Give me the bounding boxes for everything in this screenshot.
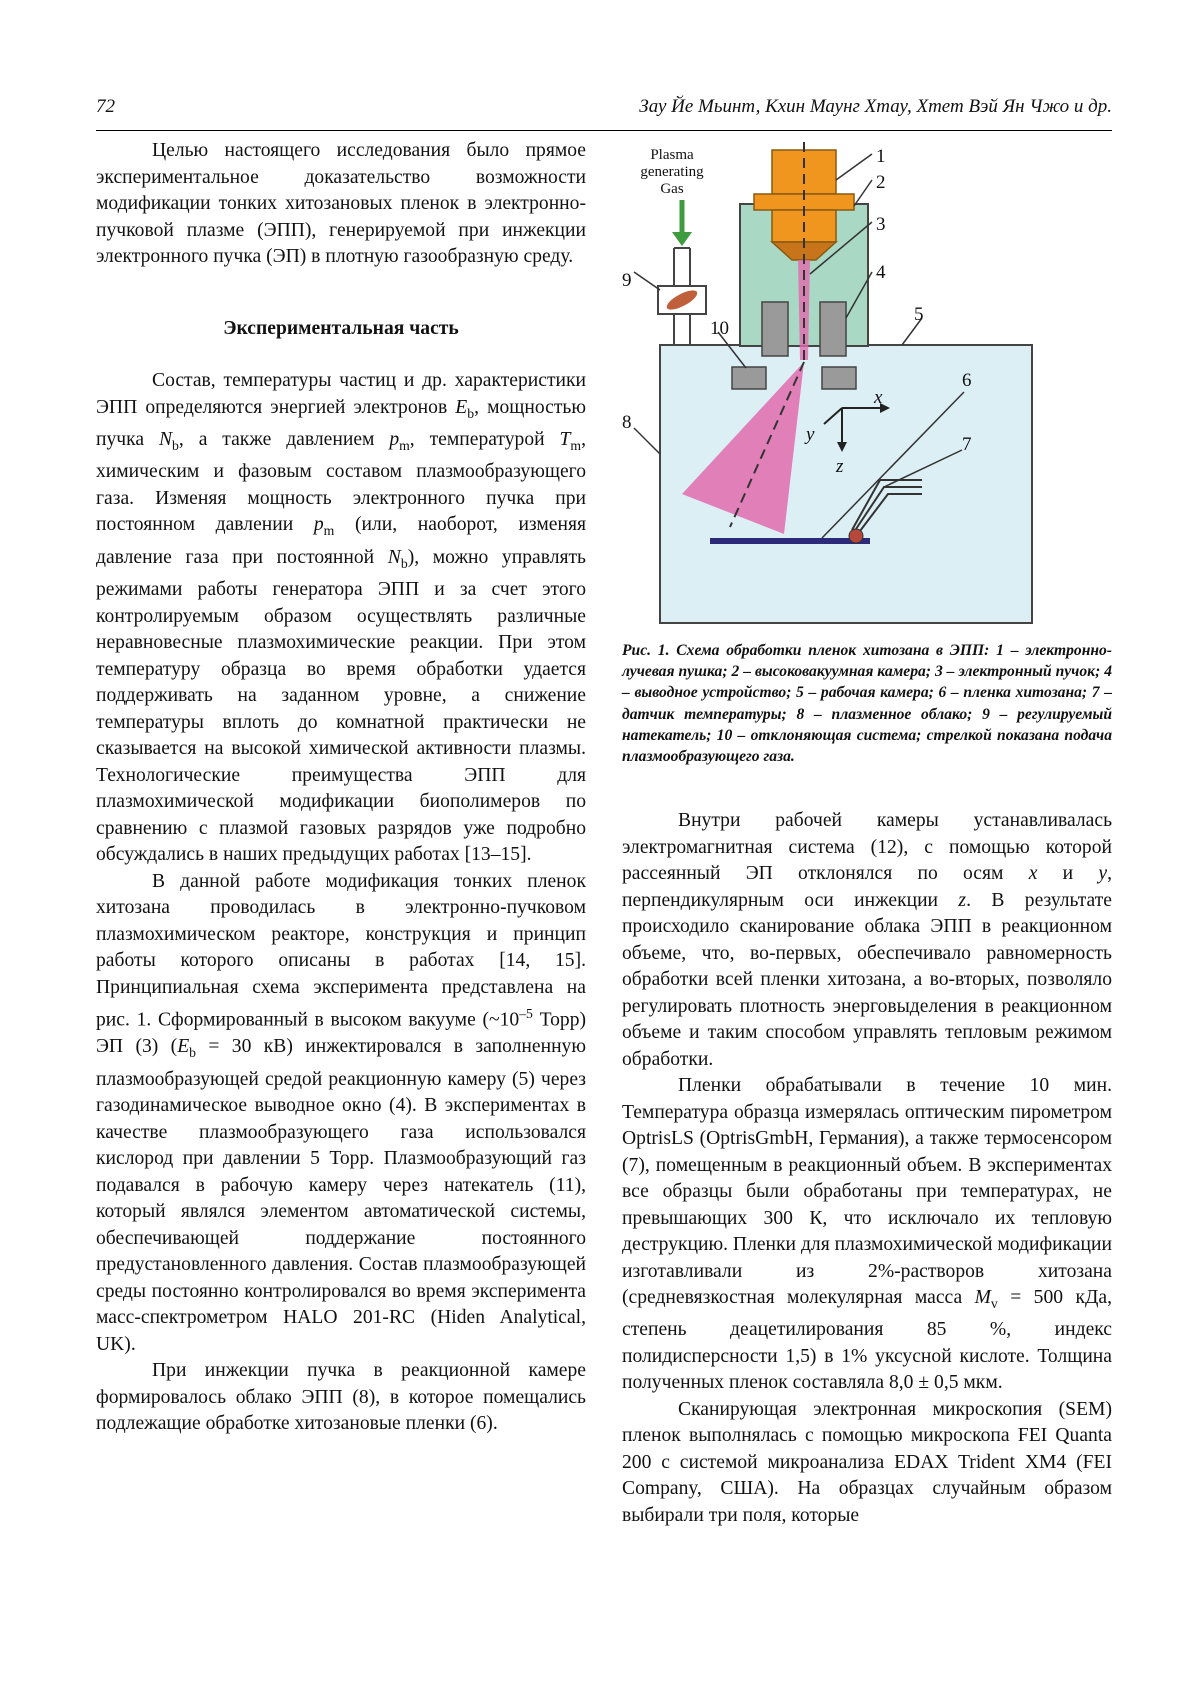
- outlet-block-left: [762, 302, 788, 356]
- text-run: Состав, температуры частиц и др. характеристики ЭПП определяются энергией электронов: [96, 370, 586, 418]
- symbol-y: y: [1098, 863, 1108, 884]
- paragraph-films: [622, 1073, 1112, 1397]
- text-run: , температурой: [409, 428, 560, 450]
- superscript: –5: [519, 1006, 533, 1022]
- paragraph-deflection: [622, 808, 1112, 1073]
- figure-1: [622, 142, 1112, 632]
- text-run: . В результате происходило сканирование облака ЭПП в реакционном объеме, что, во-первых, обеспечивало равномерность обработки всей пленки хитозана, а во-вторых, позволяло регулировать плотность энерговыделения в реакционном объеме и таким способом управлять тепловым режимом обработки.: [622, 889, 1112, 1070]
- subscript: v: [990, 1295, 998, 1311]
- intro-paragraph: Целью настоящего исследования было прямое экспериментальное доказательство возможности модификации тонких хитозановых пленок в электронно-пучковой плазме (ЭПП), генерируемой при инжекции электронного пучка (ЭП) в плотную газообразную среду.: [96, 140, 586, 267]
- text-run: ), можно управлять режимами работы генератора ЭПП и за счет этого контролируемым образом осуществлять различные неравновесные плазмохимические реакции. При этом температуру образца во время обработки удается поддерживать на заданном уровне, а снижение температуры вплоть до комнатной практически не сказывается на высокой химической активности плазмы. Технологические преимущества ЭПП для плазмохимической модификации биополимеров по сравнению с плазмой газовых разрядов уже подробно обсуждались в наших предыдущих работах [13–15].: [96, 546, 586, 866]
- label-1: 1: [876, 146, 886, 167]
- symbol-x: x: [1028, 863, 1038, 884]
- label-6: 6: [962, 370, 972, 391]
- gas-label-line-2: generating: [640, 164, 704, 180]
- subscript: m: [570, 437, 582, 453]
- leader-8: [634, 428, 660, 454]
- running-authors: Зау Йе Мьинт, Кхин Маунг Хтау, Хтет Вэй Ян Чжо и др.: [639, 96, 1112, 117]
- text-run: Торр) ЭП (3) (: [96, 1009, 587, 1058]
- left-column: [96, 138, 586, 1438]
- figure-caption: Рис. 1. Схема обработки пленок хитозана в ЭПП: 1 – электронно-лучевая пушка; 2 – высоковакуумная камера; 3 – электронный пучок; 4 – выводное устройство; 5 – рабочая камера; 6 – пленка хитозана; 7 – датчик температуры; 8 – плазменное облако; 9 – регулируемый натекатель; 10 – отклоняющая система; стрелкой показана подача плазмообразующего газа.: [622, 642, 1112, 766]
- subscript: m: [399, 437, 410, 453]
- paragraph-characteristics: [96, 368, 586, 869]
- symbol-p: p: [313, 514, 324, 536]
- symbol-t: T: [559, 428, 571, 450]
- leader-2: [854, 180, 872, 206]
- symbol-e: E: [455, 396, 468, 418]
- symbol-n: N: [158, 428, 173, 450]
- reactor-schematic: [622, 142, 1112, 632]
- text-run: и: [1037, 863, 1099, 884]
- symbol-z: z: [958, 889, 967, 911]
- label-10: 10: [710, 318, 729, 339]
- symbol-e: E: [177, 1036, 190, 1058]
- label-9: 9: [622, 270, 632, 291]
- text-run: = 500 кДа, степень деацетилирования 85 %, индекс полидисперсности 1,5) в 1% уксусной кислоте. Толщина полученных пленок составляла 8,0 ± 0,5 мкм.: [622, 1287, 1112, 1394]
- electron-gun-body: [772, 150, 836, 194]
- chitosan-film: [710, 538, 870, 544]
- label-8: 8: [622, 412, 632, 433]
- leader-9: [634, 272, 660, 290]
- paragraph-sem: Сканирующая электронная микроскопия (SEM) пленок выполнялась с помощью микроскопа FEI Quanta 200 с системой микроанализа EDAX Trident XM4 (FEI Company, США). На образцах случайным образом выбирали три поля, которые: [622, 1398, 1112, 1526]
- text-run: , перпендикулярным оси инжекции: [622, 863, 1112, 911]
- text-run: Пленки обрабатывали в течение 10 мин. Температура образца измерялась оптическим пирометром OptrisLS (OptrisGmbH, Германия), а также термосенсором (7), помещенным в реакционный объем. В экспериментах все образцы были обработаны при температурах, не превышающих 300 К, что исключало их тепловую деструкцию. Пленки для плазмохимической модификации изготавливали из 2%-растворов хитозана (средневязкостная молекулярная масса: [622, 1075, 1112, 1308]
- deflection-left: [732, 367, 766, 389]
- text-run: = 30 кВ) инжектировался в заполненную плазмообразующей средой реакционную камеру (5) через газодинамическое выводное окно (4). В экспериментах в качестве плазмообразующего газа использовался кислород при давлении 5 Торр. Плазмообразующий газ подавался в рабочую камеру через натекатель (11), который являлся элементом автоматической системы, обеспечивающей поддержание постоянного предустановленного давления. Состав плазмообразующей среды постоянно контролировался во время эксперимента масс-спектрометром HALO 201-RC (Hiden Analytical, UK).: [96, 1036, 586, 1355]
- label-2: 2: [876, 172, 886, 193]
- axis-z-label: z: [836, 456, 844, 477]
- label-4: 4: [876, 262, 886, 283]
- subscript: b: [172, 437, 179, 453]
- paragraph-injection: При инжекции пучка в реакционной камере формировалось облако ЭПП (8), в которое помещались подлежащие обработке хитозановые пленки (6).: [96, 1360, 586, 1435]
- axis-y-label: y: [806, 424, 815, 445]
- text-run: , а также давлением: [178, 428, 390, 450]
- gas-label-line-3: Gas: [660, 181, 684, 197]
- leader-1: [836, 154, 872, 180]
- page-number: 72: [96, 96, 115, 117]
- subscript: b: [400, 555, 408, 571]
- gas-label-line-1: Plasma: [650, 147, 694, 163]
- outlet-block-right: [820, 302, 846, 356]
- right-column: [622, 808, 1112, 1529]
- text-run: , химическим и фазовым составом плазмообразующего газа. Изменяя мощность электронного пучка при постоянном давлении: [96, 428, 586, 536]
- text-run: Внутри рабочей камеры устанавливалась электромагнитная система (12), с помощью которой рассеянный ЭП отклонялся по осям: [622, 810, 1112, 884]
- subscript: b: [189, 1045, 197, 1061]
- deflection-right: [822, 367, 856, 389]
- text-run: (или, наоборот, изменяя давление газа при постоянной: [96, 514, 587, 568]
- subscript: b: [467, 405, 475, 421]
- axis-x-label: x: [874, 387, 883, 408]
- text-run: В данной работе модификация тонких пленок хитозана проводилась в электронно-пучковом плазмохимическом реакторе, конструкция и принцип работы которого описаны в работах [14, 15]. Принципиальная схема эксперимента представлена на рис. 1. Сформированный в высоком вакууме (~10: [96, 870, 586, 1031]
- text-run: , мощностью пучка: [96, 396, 587, 450]
- label-7: 7: [962, 434, 972, 455]
- running-header: [96, 90, 1112, 131]
- label-5: 5: [914, 304, 924, 325]
- subscript: m: [323, 523, 335, 539]
- paragraph-reactor: [96, 869, 586, 1358]
- gas-arrow-icon: [672, 232, 692, 246]
- symbol-m: M: [974, 1287, 991, 1308]
- section-title: Экспериментальная часть: [223, 317, 459, 339]
- symbol-n: N: [387, 546, 401, 568]
- label-3: 3: [876, 214, 886, 235]
- symbol-p: p: [389, 428, 400, 450]
